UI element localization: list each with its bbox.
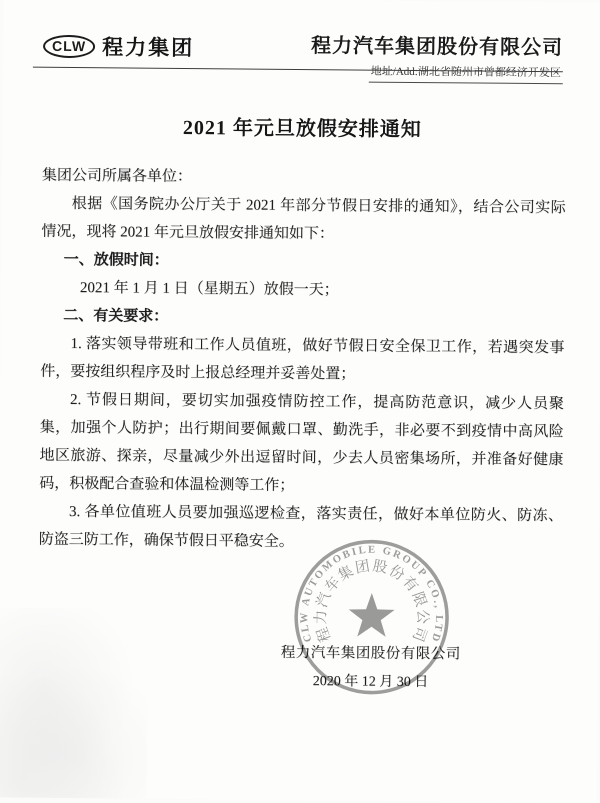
section2-item3: 3. 各单位值班人员要加强巡逻检查，落实责任，做好本单位防火、防冻、防盗三防工作，确保节假日平稳安全。	[38, 503, 564, 550]
company-name: 程力汽车集团股份有限公司	[310, 35, 564, 60]
letterhead	[3, 0, 600, 85]
scan-noise-artifact	[0, 607, 148, 798]
seal-star-icon	[349, 593, 395, 637]
company-block	[311, 29, 563, 84]
section1-body: 2021 年 1 月 1 日（星期五）放假一天；	[79, 280, 339, 299]
signature-company: 程力汽车集团股份有限公司	[280, 644, 461, 663]
logo-group-name: 程力集团	[102, 36, 195, 61]
clw-logo-icon: CLW	[43, 34, 95, 57]
salutation: 集团公司所属各单位：	[41, 167, 193, 186]
company-seal-stamp	[285, 531, 457, 703]
seal-english-text: CLW AUTOMOBILE GROUP CO., LTD	[299, 544, 445, 645]
signature-date: 2020 年 12 月 30 日	[312, 674, 429, 691]
section1-heading: 一、放假时间：	[63, 251, 169, 269]
section2-heading: 二、有关要求：	[63, 307, 169, 325]
company-address: 地址/Add:湖北省随州市曾都经济开发区	[369, 63, 563, 85]
page-title: 2021 年元旦放假安排通知	[182, 116, 422, 142]
notice-body	[39, 162, 566, 559]
section2-item1: 1. 落实领导带班和工作人员值班，做好节假日安全保卫工作，若遇突发事件，要按组织程序及时上报总经理并妥善处置；	[40, 335, 565, 383]
section2-item2: 2. 节假日期间，要切实加强疫情防控工作，提高防范意识，减少人员聚集，加强个人防护；出行期间要佩戴口罩、勤洗手，非必要不到疫情中高风险地区旅游、探亲，尽量减少外出逗留时间，少去人员密集场所，并准备好健康码，积极配合查验和体温检测等工作；	[39, 391, 565, 494]
seal-chinese-text: 程力汽车集团股份有限公司	[313, 558, 430, 645]
company-logo	[43, 31, 194, 62]
intro-paragraph: 根据《国务院办公厅关于 2021 年部分节假日安排的通知》，结合公司实际情况，现将 2021 年元旦放假安排通知如下：	[41, 196, 566, 243]
